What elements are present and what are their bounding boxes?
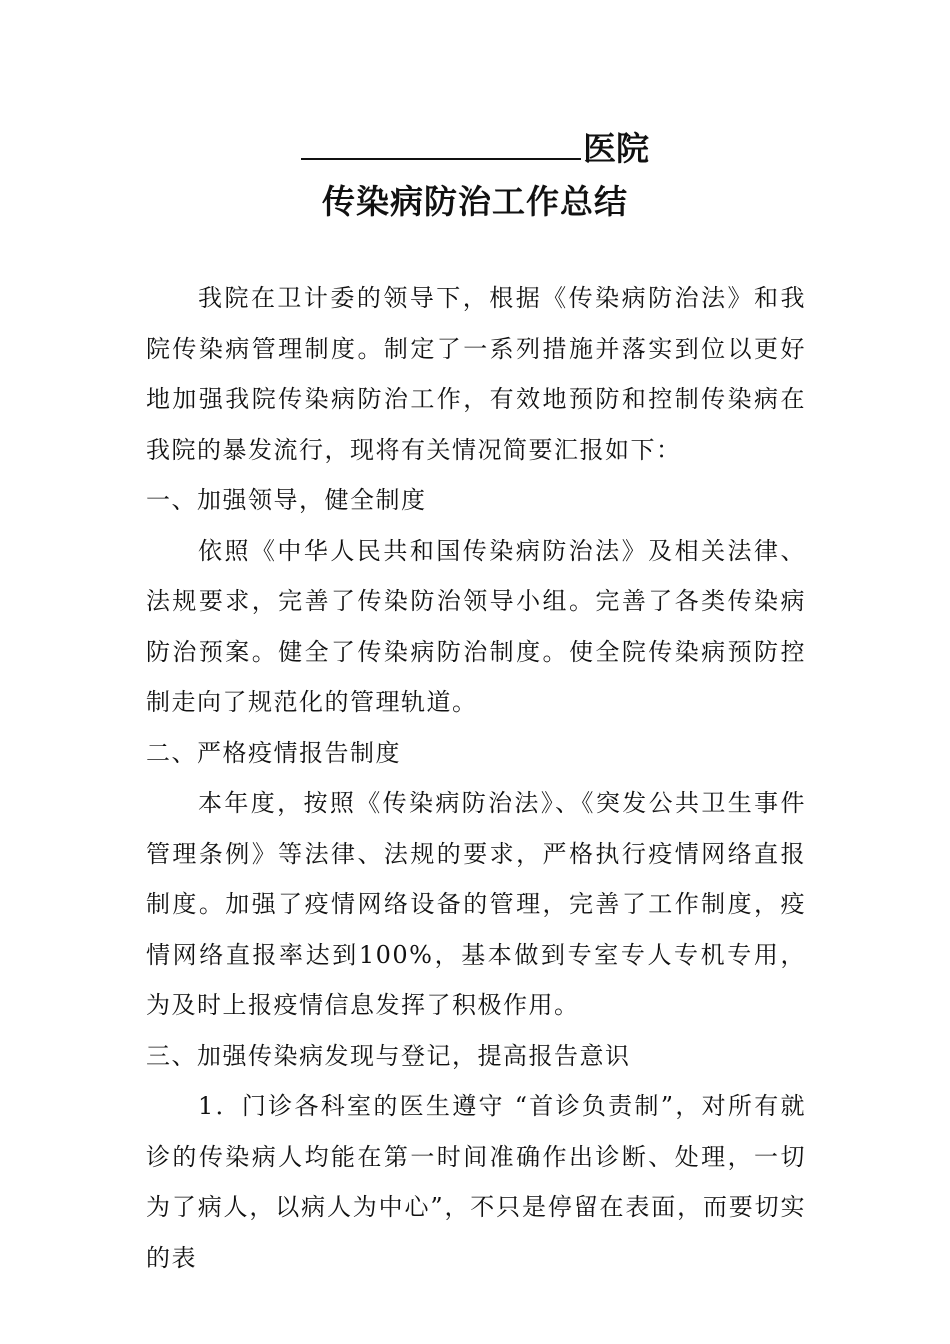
section-heading-2: 二、严格疫情报告制度 (146, 738, 401, 767)
section-1-paragraph: 依照《中华人民共和国传染病防治法》及相关法律、法规要求，完善了传染防治领导小组。完善了各类传染病防治预案。健全了传染病防治制度。使全院传染病预防控制走向了规范化的管理轨道。 (146, 536, 806, 716)
hospital-name-blank (301, 128, 581, 160)
section-heading-1: 一、加强领导，健全制度 (146, 486, 427, 514)
hospital-name-title (0, 124, 950, 174)
title-suffix: 医院 (583, 129, 649, 168)
document-subtitle: 传染病防治工作总结 (322, 182, 628, 221)
section-2-paragraph: 本年度，按照《传染病防治法》、《突发公共卫生事件管理条例》等法律、法规的要求，严格执行疫情网络直报制度。加强了疫情网络设备的管理，完善了工作制度，疫情网络直报率达到100%，基本做到专室专人专机专用，为及时上报疫情信息发挥了积极作用。 (146, 789, 806, 1019)
section-heading-3: 三、加强传染病发现与登记，提高报告意识 (146, 1041, 631, 1070)
section-3-paragraph: 1．门诊各科室的医生遵守 “首诊负责制”，对所有就诊的传染病人均能在第一时间准确作出诊断、处理，一切为了病人，以病人为中心”，不只是停留在表面，而要切实的表 (146, 1092, 806, 1272)
document-body (146, 273, 806, 1283)
intro-paragraph: 我院在卫计委的领导下，根据《传染病防治法》和我院传染病管理制度。制定了一系列措施并落实到位以更好地加强我院传染病防治工作，有效地预防和控制传染病在我院的暴发流行，现将有关情况简要汇报如下： (146, 284, 806, 464)
